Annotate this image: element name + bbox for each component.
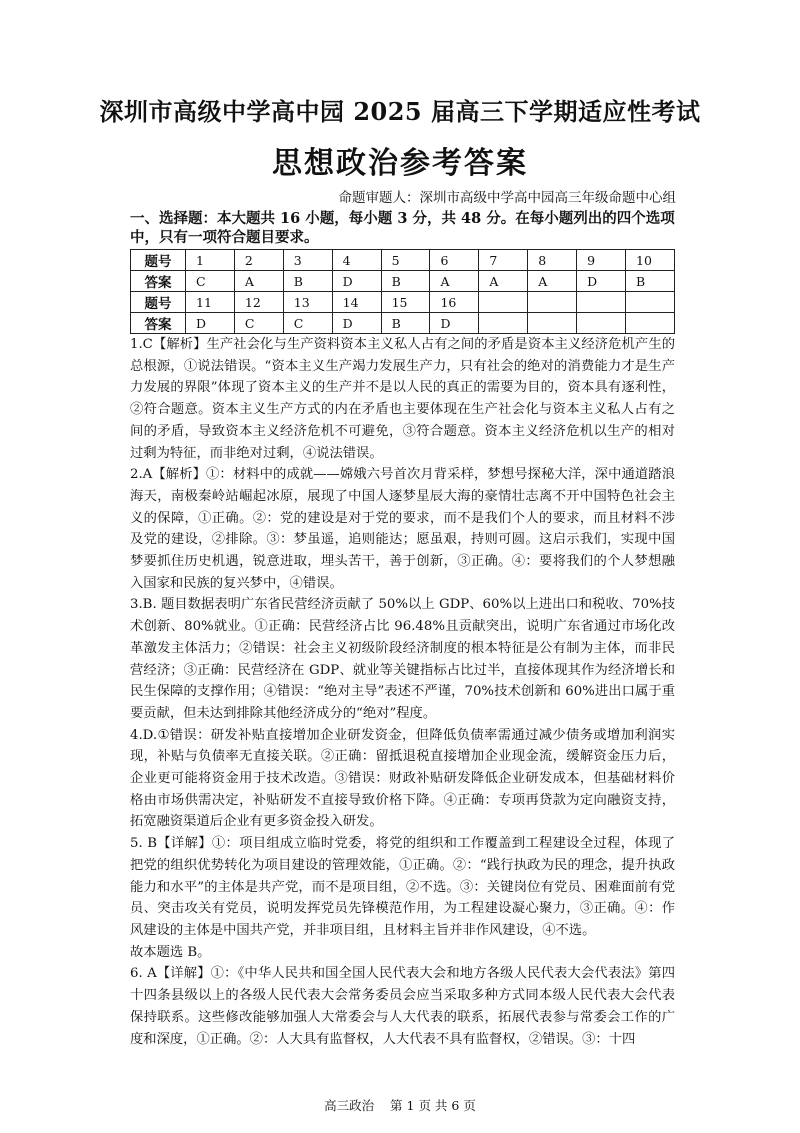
question-number [626, 292, 675, 313]
explanation-q5-conclusion: 故本题选 B。 [130, 944, 211, 960]
question-label: 题号 [131, 250, 186, 271]
question-number [528, 292, 577, 313]
answer-label: 答案 [131, 313, 186, 334]
question-number: 6 [430, 250, 479, 271]
question-number: 16 [430, 292, 479, 313]
answer-label: 答案 [131, 271, 186, 292]
answer-cell: A [528, 271, 577, 292]
answer-cell: C [234, 313, 283, 334]
answer-cell [528, 313, 577, 334]
answer-cell: D [332, 271, 381, 292]
explanation-q5: 5. B【详解】①：项目组成立临时党委，将党的组织和工作覆盖到工程建设全过程，体现了把党的组织优势转化为项目建设的管理效能，①正确。②：“践行执政为民的理念，提升执政能力和水平”的主体是共产党，而不是项目组，②不选。③：关键岗位有党员、困难面前有党员、突击攻关有党员，说明发挥党员先锋模范作用，为工程建设凝心聚力，③正确。④：作风建设的主体是中国共产党，并非项目组，且材料主旨并非作风建设，④不选。 [130, 836, 675, 938]
document-subtitle: 思想政治参考答案 [272, 146, 528, 181]
explanations-body [130, 334, 675, 1050]
question-number [577, 292, 626, 313]
question-number: 7 [479, 250, 528, 271]
answer-cell: A [234, 271, 283, 292]
question-number: 5 [381, 250, 430, 271]
answer-cell: A [430, 271, 479, 292]
question-number-row-2 [131, 292, 675, 313]
question-number: 8 [528, 250, 577, 271]
answer-cell [626, 313, 675, 334]
setter-credit: 命题审题人：深圳市高级中学高中园高三年级命题中心组 [338, 190, 676, 206]
question-number: 4 [332, 250, 381, 271]
answer-cell: D [186, 313, 235, 334]
answer-cell: D [430, 313, 479, 334]
explanation-q3: 3.B. 题目数据表明广东省民营经济贡献了 50%以上 GDP、60%以上进出口和税收、70%技术创新、80%就业。①正确：民营经济占比 96.48%且贡献突出，说明广东省通过市场化改革激发主体活力；②错误：社会主义初级阶段经济制度的根本特征是公有制为主体，而非民营经济；③正确：民营经济在 GDP、就业等关键指标占比过半，直接体现其作为经济增长和民生保障的支撑作用；④错误：“绝对主导”表述不严谨，70%技术创新和 60%进出口属于重要贡献，但未达到排除其他经济成分的“绝对”程度。 [130, 597, 675, 721]
question-number [479, 292, 528, 313]
question-number: 9 [577, 250, 626, 271]
answer-row-2 [131, 313, 675, 334]
answer-cell [479, 313, 528, 334]
answer-cell: A [479, 271, 528, 292]
question-number: 3 [283, 250, 332, 271]
explanation-q6: 6. A【详解】①：《中华人民共和国全国人民代表大会和地方各级人民代表大会代表法》第四十四条县级以上的各级人民代表大会常务委员会应当采取多种方式同本级人民代表大会代表保持联系。这些修改能够加强人大常委会与人大代表的联系，拓展代表参与常委会工作的广度和深度，①正确。②：人大具有监督权，人大代表不具有监督权，②错误。③：十四 [130, 966, 675, 1047]
exam-title: 深圳市高级中学高中园 2025 届高三下学期适应性考试 [99, 97, 701, 126]
answer-cell: D [332, 313, 381, 334]
question-number: 12 [234, 292, 283, 313]
answer-cell: C [186, 271, 235, 292]
explanation-q4: 4.D.①错误：研发补贴直接增加企业研发资金，但降低负债率需通过减少债务或增加利润实现，补贴与负债率无直接关联。②正确：留抵退税直接增加企业现金流，缓解资金压力后，企业更可能将资金用于技术改造。③错误：财政补贴研发降低企业研发成本，但基础材料价格由市场供需决定，补贴研发不直接导致价格下降。④正确：专项再贷款为定向融资支持，拓宽融资渠道后企业有更多资金投入研发。 [130, 727, 675, 830]
answer-cell: B [381, 313, 430, 334]
question-number: 10 [626, 250, 675, 271]
answer-row-1 [131, 271, 675, 292]
explanation-q1: 1.C【解析】生产社会化与生产资料资本主义私人占有之间的矛盾是资本主义经济危机产生的总根源，①说法错误。“资本主义生产竭力发展生产力，只有社会的绝对的消费能力才是生产力发展的界限”体现了资本主义的生产并不是以人民的真正的需要为目的，资本具有逐利性，②符合题意。资本主义生产方式的内在矛盾也主要体现在生产社会化与资本主义私人占有之间的矛盾，导致资本主义经济危机不可避免，③符合题意。资本主义经济危机以生产的相对过剩为特征，而非绝对过剩，④说法错误。 [130, 337, 675, 461]
answer-cell: D [577, 271, 626, 292]
question-number: 14 [332, 292, 381, 313]
question-number: 11 [186, 292, 235, 313]
answer-cell: B [626, 271, 675, 292]
question-number-row-1 [131, 250, 675, 271]
explanation-q2: 2.A【解析】①：材料中的成就——嫦娥六号首次月背采样，梦想号探秘大洋，深中通道踏浪海天，南极秦岭站崛起冰原，展现了中国人逐梦星辰大海的豪情壮志离不开中国特色社会主义的保障，①正确。②：党的建设是对于党的要求，而不是我们个人的要求，而且材料不涉及党的建设，②排除。③：梦虽遥，追则能达；愿虽艰，持则可圆。这启示我们，实现中国梦要抓住历史机遇，锐意进取，埋头苦干，善于创新，③正确。④：要将我们的个人梦想融入国家和民族的复兴梦中，④错误。 [130, 467, 675, 591]
answer-cell: B [381, 271, 430, 292]
question-number: 2 [234, 250, 283, 271]
answer-cell: B [283, 271, 332, 292]
question-number: 15 [381, 292, 430, 313]
question-number: 1 [186, 250, 235, 271]
page-footer: 高三政治 第 1 页 共 6 页 [324, 1098, 476, 1113]
answer-table [130, 249, 675, 334]
question-label: 题号 [131, 292, 186, 313]
answer-cell [577, 313, 626, 334]
section-heading: 一、选择题：本大题共 16 小题，每小题 3 分，共 48 分。在每小题列出的四个选项中，只有一项符合题目要求。 [130, 210, 675, 246]
answer-cell: C [283, 313, 332, 334]
question-number: 13 [283, 292, 332, 313]
